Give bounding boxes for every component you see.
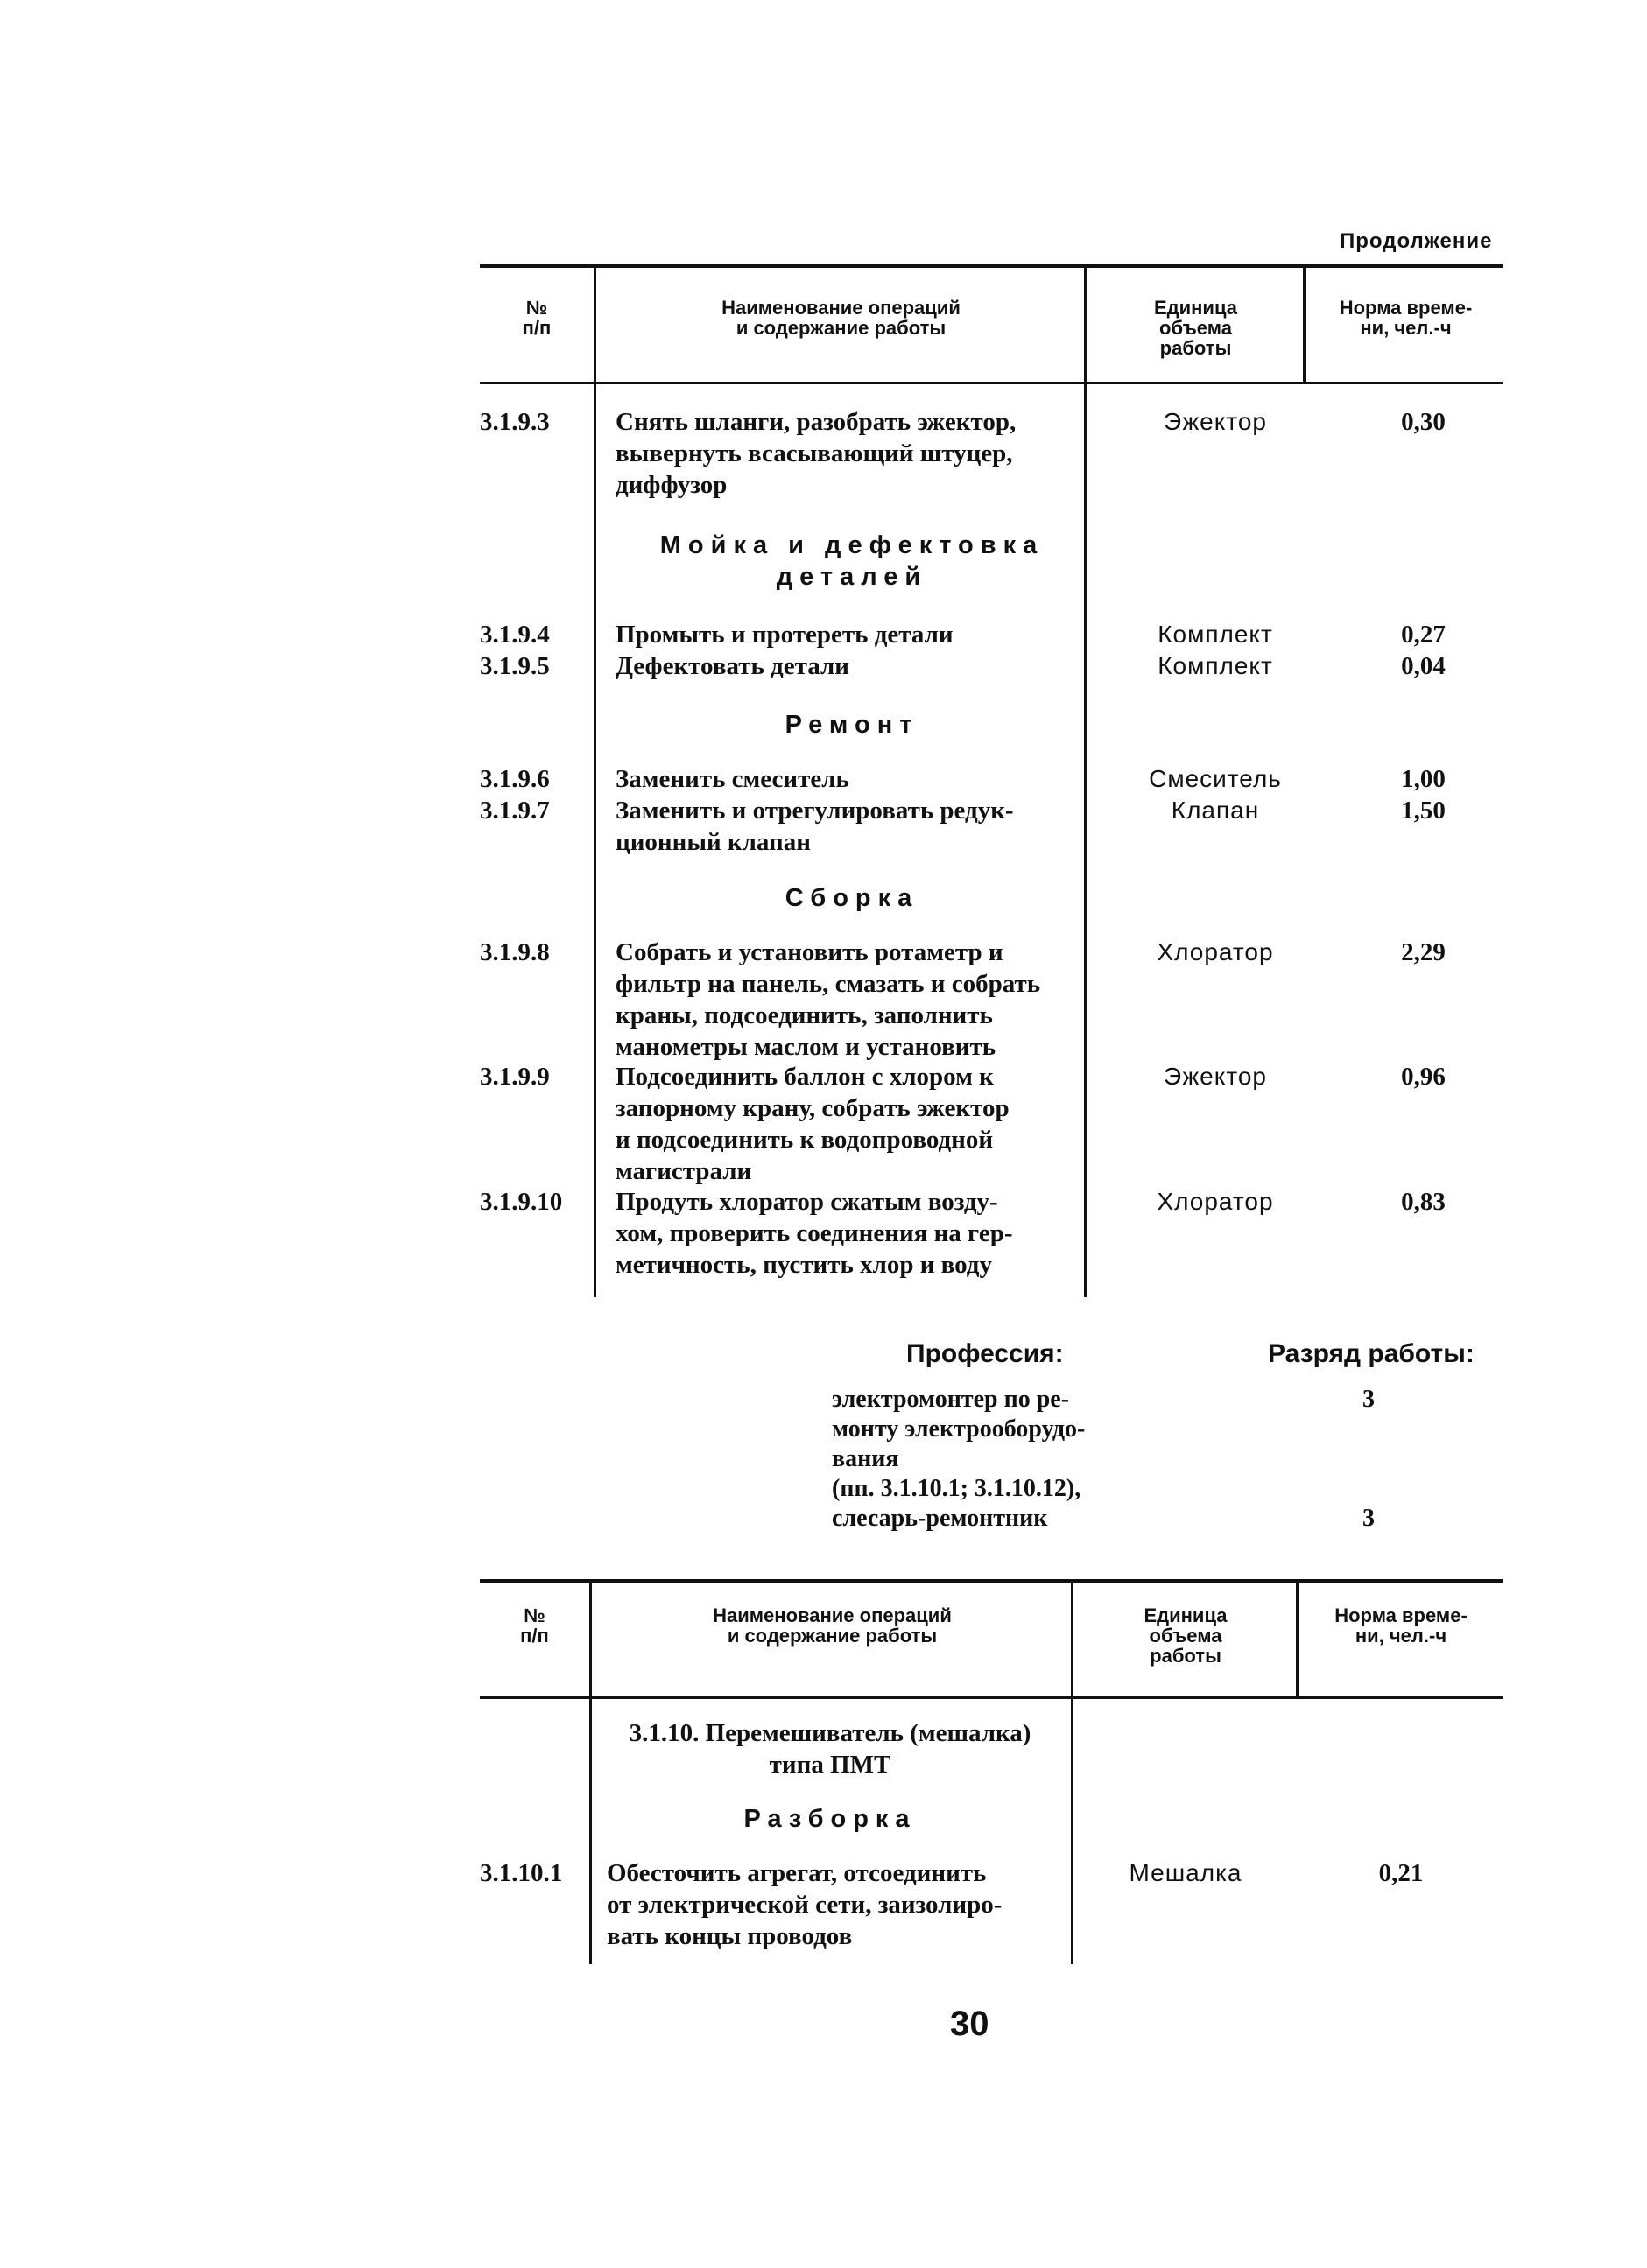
row-number: 3.1.9.8 <box>480 938 550 966</box>
norms-table-2 <box>480 1579 1503 1964</box>
header-operation: Наименование операций и содержание работы <box>713 1604 952 1647</box>
row-operation: Заменить и отрегулировать редук- ционный клапан <box>616 797 1014 856</box>
profession-entry: слесарь-ремонтник <box>832 1505 1048 1532</box>
table-header-rule <box>480 1696 1503 1699</box>
row-number: 3.1.9.3 <box>480 408 550 436</box>
row-operation: Заменить смеситель <box>616 765 849 793</box>
row-operation: Подсоединить баллон с хлором к запорному крану, собрать эжектор и подсоединить к водопроводной магистрали <box>616 1063 1010 1185</box>
section-heading: Мойка и дефектовка деталей <box>659 531 1045 591</box>
row-operation: Собрать и установить ротаметр и фильтр на панель, смазать и собрать краны, подсоединить, заполнить манометры маслом и установить <box>616 938 1041 1061</box>
header-norm: Норма време- ни, чел.-ч <box>1339 297 1473 339</box>
row-operation: Дефектовать детали <box>616 652 849 680</box>
profession-grade: 3 <box>1362 1386 1375 1413</box>
row-unit: Комплект <box>1158 621 1273 648</box>
row-operation: Промыть и протереть детали <box>616 621 954 649</box>
row-norm: 0,21 <box>1378 1859 1424 1887</box>
row-operation: Обесточить агрегат, отсоединить от электрической сети, заизолиро- вать концы проводов <box>607 1859 1003 1950</box>
row-norm: 1,00 <box>1401 765 1446 793</box>
row-unit: Мешалка <box>1129 1859 1242 1886</box>
row-norm: 1,50 <box>1401 797 1446 825</box>
row-number: 3.1.9.4 <box>480 621 550 649</box>
row-norm: 0,04 <box>1401 652 1446 680</box>
table-header-rule <box>480 382 1503 384</box>
row-unit: Хлоратор <box>1157 938 1274 965</box>
page-number: 30 <box>950 2005 989 2043</box>
section-heading: Ремонт <box>785 711 919 739</box>
row-unit: Комплект <box>1158 652 1273 679</box>
section-heading: Разборка <box>743 1805 917 1833</box>
row-norm: 0,96 <box>1401 1063 1446 1091</box>
section-heading: Сборка <box>785 884 919 912</box>
norms-table-1 <box>480 264 1503 1297</box>
row-operation: Снять шланги, разобрать эжектор, вывернуть всасывающий штуцер, диффузор <box>616 408 1017 499</box>
row-norm: 2,29 <box>1401 938 1446 966</box>
row-norm: 0,30 <box>1401 408 1446 436</box>
column-divider <box>1303 264 1306 383</box>
table-top-rule <box>480 1579 1503 1583</box>
table-top-rule <box>480 264 1503 268</box>
continuation-label: Продолжение <box>1340 229 1493 253</box>
subsection-heading: 3.1.10. Перемешиватель (мешалка) типа ПМТ <box>629 1719 1031 1779</box>
column-divider <box>1296 1579 1299 1698</box>
row-number: 3.1.9.10 <box>480 1188 563 1216</box>
row-number: 3.1.9.7 <box>480 797 550 825</box>
profession-entry: электромонтер по ре- монту электрооборудо- вания (пп. 3.1.10.1; 3.1.10.12), <box>832 1386 1086 1502</box>
row-unit: Клапан <box>1171 797 1260 824</box>
header-operation: Наименование операций и содержание работы <box>721 297 961 339</box>
row-unit: Хлоратор <box>1157 1188 1274 1215</box>
row-norm: 0,27 <box>1401 621 1446 649</box>
row-operation: Продуть хлоратор сжатым возду- хом, проверить соединения на гер- метичность, пустить хлор и воду <box>616 1188 1013 1279</box>
header-number: № п/п <box>520 1604 549 1647</box>
column-divider <box>594 264 596 1297</box>
row-unit: Смеситель <box>1149 765 1282 792</box>
header-number: № п/п <box>522 297 552 339</box>
header-norm: Норма време- ни, чел.-ч <box>1334 1604 1468 1647</box>
profession-grade: 3 <box>1362 1505 1375 1532</box>
profession-title: Профессия: <box>906 1339 1064 1368</box>
row-number: 3.1.9.5 <box>480 652 550 680</box>
header-unit: Единица объема работы <box>1153 297 1237 359</box>
grade-title: Разряд работы: <box>1268 1339 1475 1368</box>
column-divider <box>589 1579 592 1698</box>
row-unit: Эжектор <box>1164 408 1267 435</box>
row-number: 3.1.10.1 <box>480 1859 563 1887</box>
row-number: 3.1.9.6 <box>480 765 550 793</box>
row-unit: Эжектор <box>1164 1063 1267 1090</box>
row-number: 3.1.9.9 <box>480 1063 550 1091</box>
column-divider <box>1071 1579 1073 1964</box>
row-norm: 0,83 <box>1401 1188 1446 1216</box>
header-unit: Единица объема работы <box>1144 1604 1228 1667</box>
